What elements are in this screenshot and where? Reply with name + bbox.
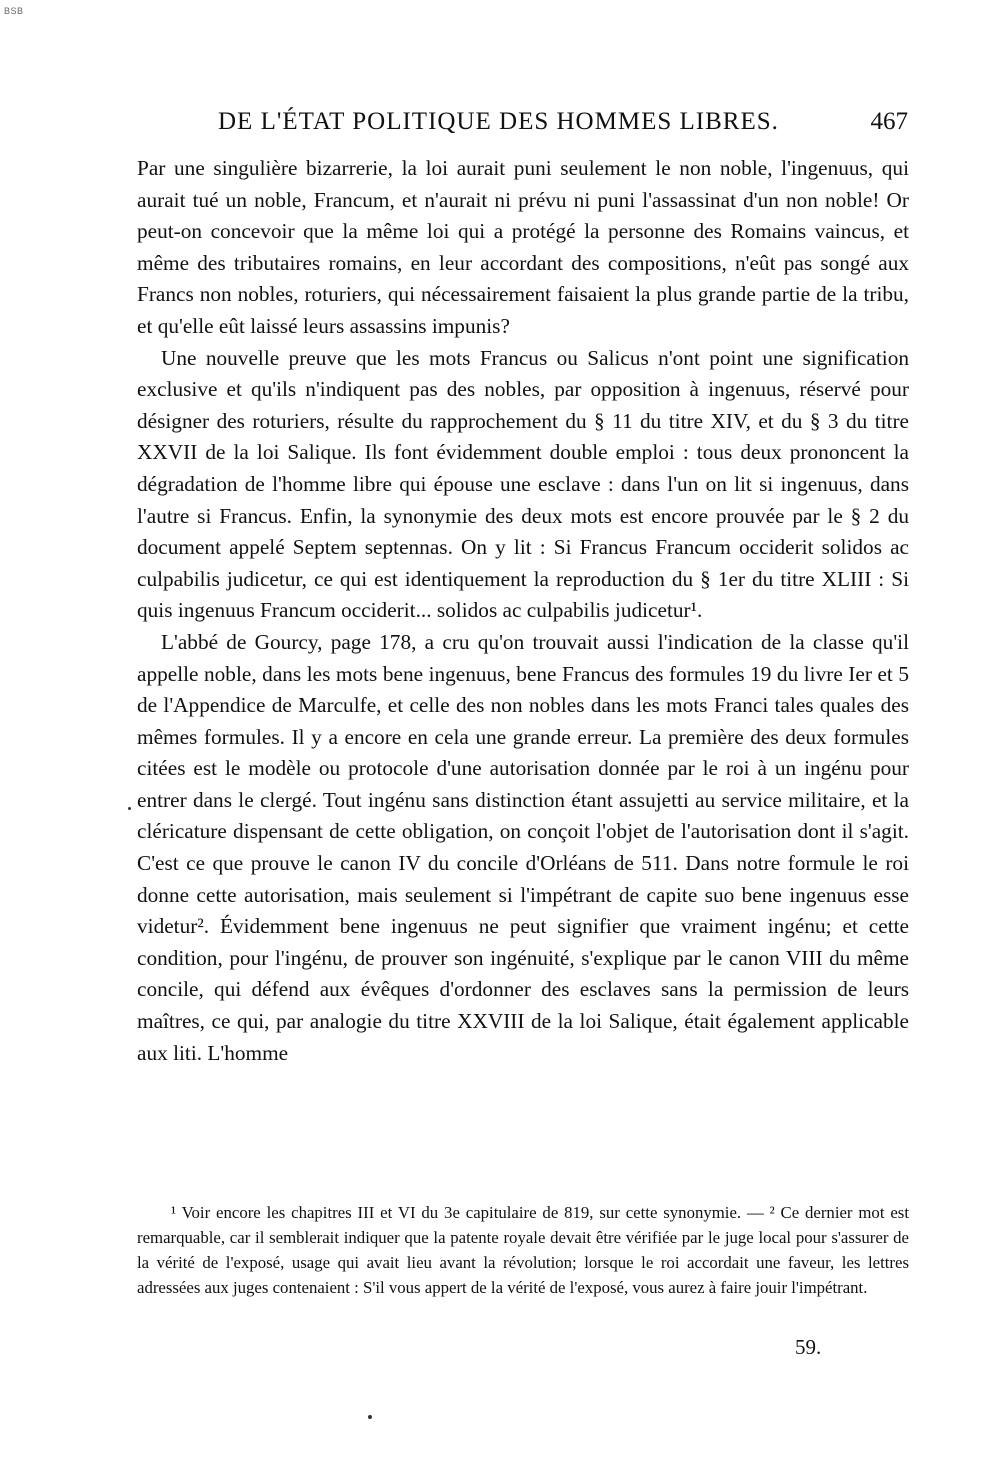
paragraph-2: Une nouvelle preuve que les mots Francus ou Salicus n'ont point une signification exclusive et qu'ils n'indiquent pas des nobles, par opposition à ingenuus, réservé pour désigner des roturiers, résulte du rapprochement du § 11 du titre XIV, et du § 3 du titre XXVII de la loi Salique. Ils font évidemment double emploi : tous deux prononcent la dégradation de l'homme libre qui épouse une esclave : dans l'un on lit si ingenuus, dans l'autre si Francus. Enfin, la synonymie des deux mots est encore prouvée par le § 2 du document appelé Septem septennas. On y lit : Si Francus Francum occiderit solidos ac culpabilis judicetur, ce qui est identiquement la reproduction du § 1er du titre XLIII : Si quis ingenuus Francum occiderit... solidos ac culpabilis judicetur¹. [137,345,909,623]
paragraph-1: Par une singulière bizarrerie, la loi aurait puni seulement le non noble, l'ingenuus, qui aurait tué un noble, Francum, et n'aurait ni prévu ni puni l'assassinat d'un non noble! Or peut-on concevoir que la même loi qui a protégé la personne des Romains vaincus, et même des tributaires romains, en leur accordant des compositions, n'eût pas songé aux Francs non nobles, roturiers, qui nécessairement faisaient la plus grande partie de la tribu, et qu'elle eût laissé leurs assassins impunis? [137,156,909,338]
library-stamp: BSB [4,6,24,16]
running-title: DE L'ÉTAT POLITIQUE DES HOMMES LIBRES. [218,108,779,135]
page-header [138,108,908,148]
main-text [137,153,909,1069]
footnote-text: ¹ Voir encore les chapitres III et VI du 3e capitulaire de 819, sur cette synonymie. — ² Ce dernier mot est remarquable, car il semblerait indiquer que la patente royale devait être vérifiée par le juge local pour s'assurer de la vérité de l'exposé, usage qui avait lieu avant la révolution; lorsque le roi accordait une faveur, les lettres adressées aux juges contenaient : S'il vous appert de la vérité de l'exposé, vous aurez à faire jouir l'impétrant. [137,1203,909,1297]
margin-mark [128,807,131,810]
footnotes [137,1200,909,1300]
page-number: 467 [870,108,908,135]
stray-dot [368,1415,372,1419]
paragraph-3: L'abbé de Gourcy, page 178, a cru qu'on trouvait aussi l'indication de la classe qu'il appelle noble, dans les mots bene ingenuus, bene Francus des formules 19 du livre Ier et 5 de l'Appendice de Marculfe, et celle des non nobles dans les mots Franci tales quales des mêmes formules. Il y a encore en cela une grande erreur. La première des deux formules citées est le modèle ou protocole d'une autorisation donnée par le roi à un ingénu pour entrer dans le clergé. Tout ingénu sans distinction étant assujetti au service militaire, et la cléricature dispensant de cette obligation, on conçoit l'objet de l'autorisation dont il s'agit. C'est ce que prouve le canon IV du concile d'Orléans de 511. Dans notre formule le roi donne cette autorisation, mais seulement si l'impétrant de capite suo bene ingenuus esse videtur². Évidemment bene ingenuus ne peut signifier que vraiment ingénu; et cette condition, pour l'ingénu, de prouver son ingénuité, s'explique par le canon VIII du même concile, qui défend aux évêques d'ordonner des esclaves sans la permission de leurs maîtres, ce qui, par analogie du titre XXVIII de la loi Salique, était également applicable aux liti. L'homme [137,629,909,1065]
signature-mark: 59. [795,1335,822,1359]
